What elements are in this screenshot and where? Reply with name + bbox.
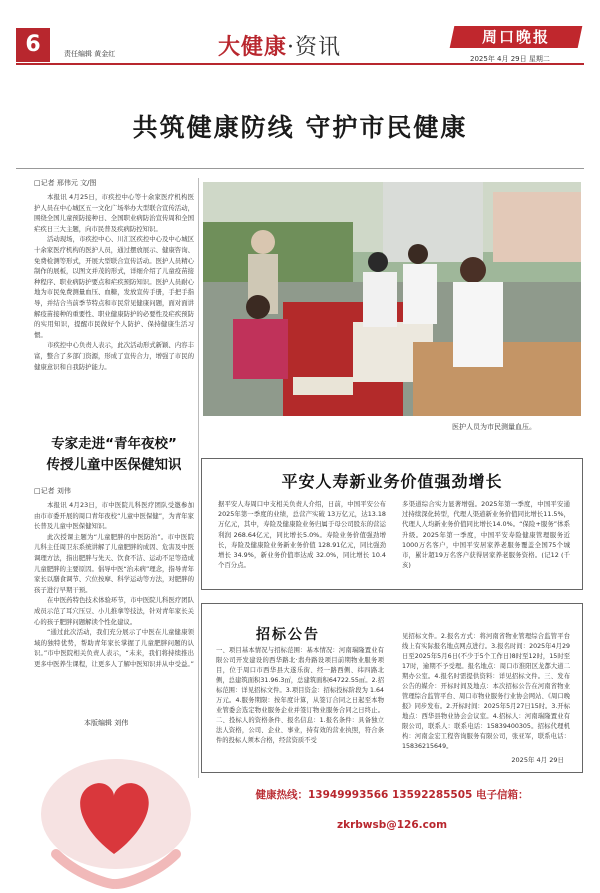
story1-paragraph-3: 市疾控中心负责人表示，此次活动形式新颖、内容丰富，整合了多部门资源，形成了宣传合力，增强了市民的健康意识和自我防护能力。 bbox=[34, 341, 194, 371]
header-date: 2025年 4月 29日 星期二 bbox=[470, 55, 550, 63]
story2-paragraph-4: “通过此次活动，我们充分展示了中医在儿童健康领域的独特优势，帮助青年家长掌握了儿童肥胖问题的认识。”市中医院相关负责人表示，“未来，我们将持续推出更多中医养生课程，让更多人了解中医知识并从中受益。” bbox=[34, 628, 194, 668]
tender-title: 招标公告 bbox=[256, 627, 320, 643]
column-divider bbox=[198, 178, 199, 778]
tender-column-2: 见招标文件。2.报名方式：将河南省物业管理综合监管平台线上有实际报名地点网点进行。3.报名时间：2025年4月29日至2025年5月6日(不少于5个工作日)8时至12时，15时至17时，逾期不予受理。报名地点：周口市淮阳区龙都大道二期办公室。4.报名时需提供资料：详见招标文件。三、发布公告的媒介：开标时间及地点：本次招标公告在河南省物业管理综合监管平台、周口市物业服务行业协会网站、《周口晚报》同步发布。2.开标时间：2025年5月27日15时。3.开标地点：西华县物业协会会议室。4.招标人：河南瑞隆置业有限公司，联系人：联系电话：15839400305。招标代理机构：河南金宏工程咨询服务有限公司，张亚军，联系电话：15836215649。 bbox=[402, 633, 570, 750]
main-headline: 共筑健康防线 守护市民健康 bbox=[132, 113, 468, 142]
insurance-column-2: 多渠道综合实力显著增强。2025年第一季度，中国平安通过持续深化转型，代理人渠道新业务价值同比增长11.5%，代理人人均新业务价值同比增长14.0%。“保险+服务”体系升级。2025年第一季度，中国平安寿险健康管理服务近1000万名客户，中国平安居家养老服务覆盖全国75个城市，累计超19万名客户获得居家养老服务资格。(记12 (千亥) bbox=[402, 500, 570, 570]
section-dot: · bbox=[287, 35, 296, 60]
story1-body bbox=[34, 192, 194, 372]
tender-notice-box bbox=[201, 603, 583, 773]
story1-paragraph-1: 本报讯 4月25日，市疾控中心等十余家医疗机构医护人员在中心城区五一文化广场举办大型联合宣传活动，围绕全国儿童预防接种日、全国职业病防治宣传周和全国疟疾日三大主题，向市民普及疾病防控知识。 bbox=[34, 193, 194, 233]
health-hotline: 健康热线：13949993566 13592285505 电子信箱：zkrbwsb@126.com bbox=[255, 789, 529, 831]
insurance-column-1: 据平安人寿周口中支相关负责人介绍，日前，中国平安公布 2025年第一季度的业绩，总营产实破 13万亿元，达13.18万亿元，其中，寿险及健康险业务归属于母公司股东的营运利润 268.64亿元，同比增长5.0%。寿险业务价值强劲增长，寿险及健康险业务新业务价值 128.91亿元，同比强劲增长 34.9%，新业务价值率达成 32.0%，同比增长 10.4个百分点。 bbox=[218, 500, 386, 570]
story2-byline: □记者 刘伟 bbox=[34, 487, 71, 495]
story2-column bbox=[34, 486, 194, 670]
story2-paragraph-1: 本报讯 4月23日，市中医院儿科医疗团队受邀参加由市市委开展的周口青年夜校“儿童中医保健”，为青年家长普及儿童中医保健知识。 bbox=[34, 501, 194, 531]
section-title bbox=[218, 30, 341, 61]
masthead-text: 周口晚报 bbox=[481, 28, 550, 46]
story2-title bbox=[34, 434, 194, 476]
section-main: 大健康 bbox=[218, 34, 288, 60]
event-photo-illustration bbox=[203, 182, 581, 416]
page-header bbox=[0, 0, 600, 70]
tender-column-1: 一、项目基本情况与招标范围：基本情况：河南瑞隆置业有限公司开发建设的西华路北·翡舟路设项目前期物业服务项目，位于周口市西华县大遂乐街、经一路西侧、纬四路北侧，总建筑面积31.96.3㎡，总建筑面积64722.55㎡。2.招标范围：详见招标文件。3.项目资金：招标投标阶段为 1.64万元。4.服务期限：按年度计算，从签订合同之日起至本物业管委会选定物业服务企业并签订物业服务合同之日终止。二、投标人的资格条件、报名信息：1.报名条件：具备独立法人资格，公司、企业、事业，持有效的营业执照，符合条件的投标人须本合格，经营资质不受 bbox=[216, 647, 384, 744]
headline-rule bbox=[16, 168, 584, 169]
story2-title-line2: 传授儿童中医保健知识 bbox=[46, 457, 182, 473]
story2-paragraph-2: 此次授课主题为“儿童肥胖的中医防治”。市中医院儿科主任周卫东系统讲解了儿童肥胖的成因、危害及中医调理方法，指出肥胖与先天、饮食不洁、运动不足等造成儿童肥胖的主要原因。倡导中医“治未病”理念，指导青年家长以膳食调节、穴位按摩、科学运动等方法，对肥胖的孩子进行早期干预。 bbox=[34, 532, 194, 594]
story1-column bbox=[34, 178, 194, 372]
heart-hands-decoration bbox=[16, 734, 196, 893]
insurance-title: 平安人寿新业务价值强劲增长 bbox=[281, 472, 503, 491]
story1-byline: □记者 邢伟元 文/图 bbox=[34, 179, 97, 187]
page-number: 6 bbox=[16, 28, 50, 62]
page-editor: 本版编辑 刘伟 bbox=[84, 719, 129, 727]
tender-date: 2025年 4月 29日 bbox=[511, 756, 564, 764]
header-editor: 责任编辑 黄金红 bbox=[64, 50, 116, 58]
insurance-box bbox=[201, 458, 583, 590]
section-sub: 资讯 bbox=[295, 35, 342, 60]
photo-caption: 医护人员为市民测量血压。 bbox=[452, 423, 536, 431]
masthead-logo bbox=[450, 26, 583, 48]
event-photo bbox=[203, 182, 581, 416]
story2-title-line1: 专家走进“青年夜校” bbox=[51, 436, 177, 452]
heart-icon bbox=[16, 734, 196, 893]
story1-paragraph-2: 活动现场，市疾控中心、川汇区疾控中心及中心城区十余家医疗机构的医护人员，通过摆放展示、健康咨询、免费检测等形式，开展大型联合宣传活动。医护人员精心制作的展板，以图文并茂的形式，详细介绍了儿童疫苗接种程序、职业病防护要点和疟疾预防知识。医护人员耐心地为市民免费测量血压、血糖，发放宣传手册，手把手指导，并结合当前季节特点和市民常见健康问题，面对面讲解疫苗接种的重要性、职业健康防护的必要性及疟疾预防的实用知识，提醒市民做好个人防护、保持健康生活习惯。 bbox=[34, 235, 194, 339]
story2-paragraph-3: 在中医药特色技术体验环节，市中医院儿科医疗团队成员示范了耳穴压豆、小儿推拿等技法，针对青年家长关心的孩子肥胖问题解读个性化建议。 bbox=[34, 596, 194, 626]
story2-body bbox=[34, 500, 194, 670]
header-rule bbox=[16, 63, 584, 65]
